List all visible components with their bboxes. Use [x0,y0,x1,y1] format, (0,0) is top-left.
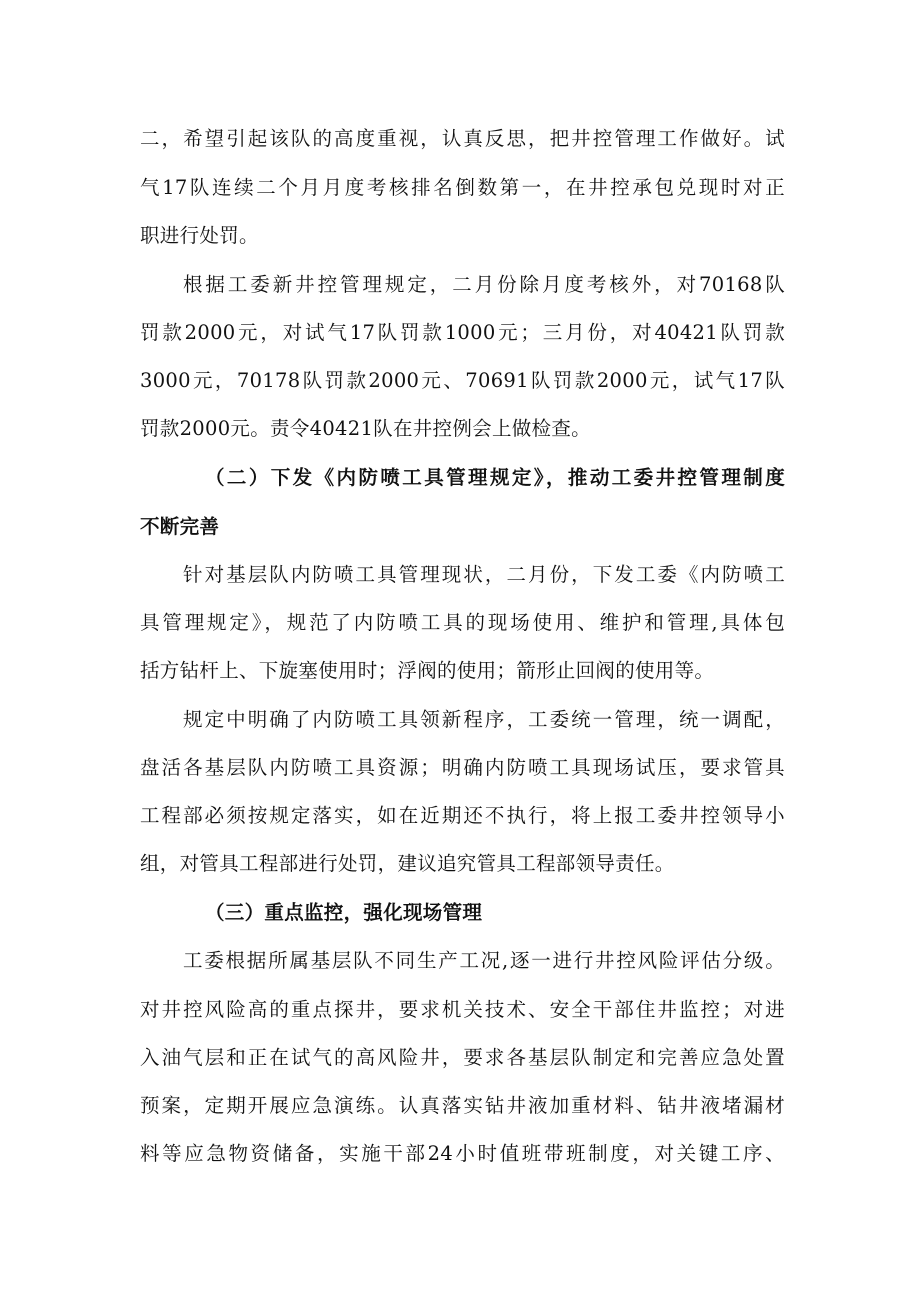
text-line: 入油气层和正在试气的高风险井，要求各基层队制定和完善应急处置 [140,1046,785,1069]
section-heading: （三）重点监控，强化现场管理 [205,901,483,924]
text-line: 预案，定期开展应急演练。认真落实钻井液加重材料、钻井液堵漏材 [140,1094,785,1117]
text-line: 气17队连续二个月月度考核排名倒数第一，在井控承包兑现时对正 [140,176,785,199]
text-line: 规定中明确了内防喷工具领新程序，工委统一管理，统一调配， [183,708,785,731]
text-line: 盘活各基层队内防喷工具资源；明确内防喷工具现场试压，要求管具 [140,756,785,779]
text-line: 针对基层队内防喷工具管理现状，二月份，下发工委《内防喷工 [183,563,785,586]
text-line: 3000元，70178队罚款2000元、70691队罚款2000元，试气17队 [140,369,785,392]
text-line: 罚款2000元，对试气17队罚款1000元；三月份，对40421队罚款 [140,321,785,344]
text-line: 工程部必须按规定落实，如在近期还不执行，将上报工委井控领导小 [140,804,785,827]
text-line: 职进行处罚。 [140,224,259,247]
text-line: 工委根据所属基层队不同生产工况,逐一进行井控风险评估分级。 [183,949,785,972]
text-line: 料等应急物资储备，实施干部24小时值班带班制度，对关键工序、 [140,1142,785,1165]
text-line: 括方钻杆上、下旋塞使用时；浮阀的使用；箭形止回阀的使用等。 [140,659,715,682]
section-heading: 不断完善 [140,515,220,538]
text-line: 罚款2000元。责令40421队在井控例会上做检查。 [140,417,591,440]
text-line: 二，希望引起该队的高度重视，认真反思，把井控管理工作做好。试 [140,127,785,150]
text-line: 组，对管具工程部进行处罚，建议追究管具工程部领导责任。 [140,852,675,875]
text-line: 对井控风险高的重点探井，要求机关技术、安全干部住井监控；对进 [140,998,785,1021]
text-line: 具管理规定》，规范了内防喷工具的现场使用、维护和管理,具体包 [140,611,785,634]
text-line: 根据工委新井控管理规定，二月份除月度考核外，对70168队 [183,273,785,296]
section-heading: （二）下发《内防喷工具管理规定》，推动工委井控管理制度 [205,466,785,489]
